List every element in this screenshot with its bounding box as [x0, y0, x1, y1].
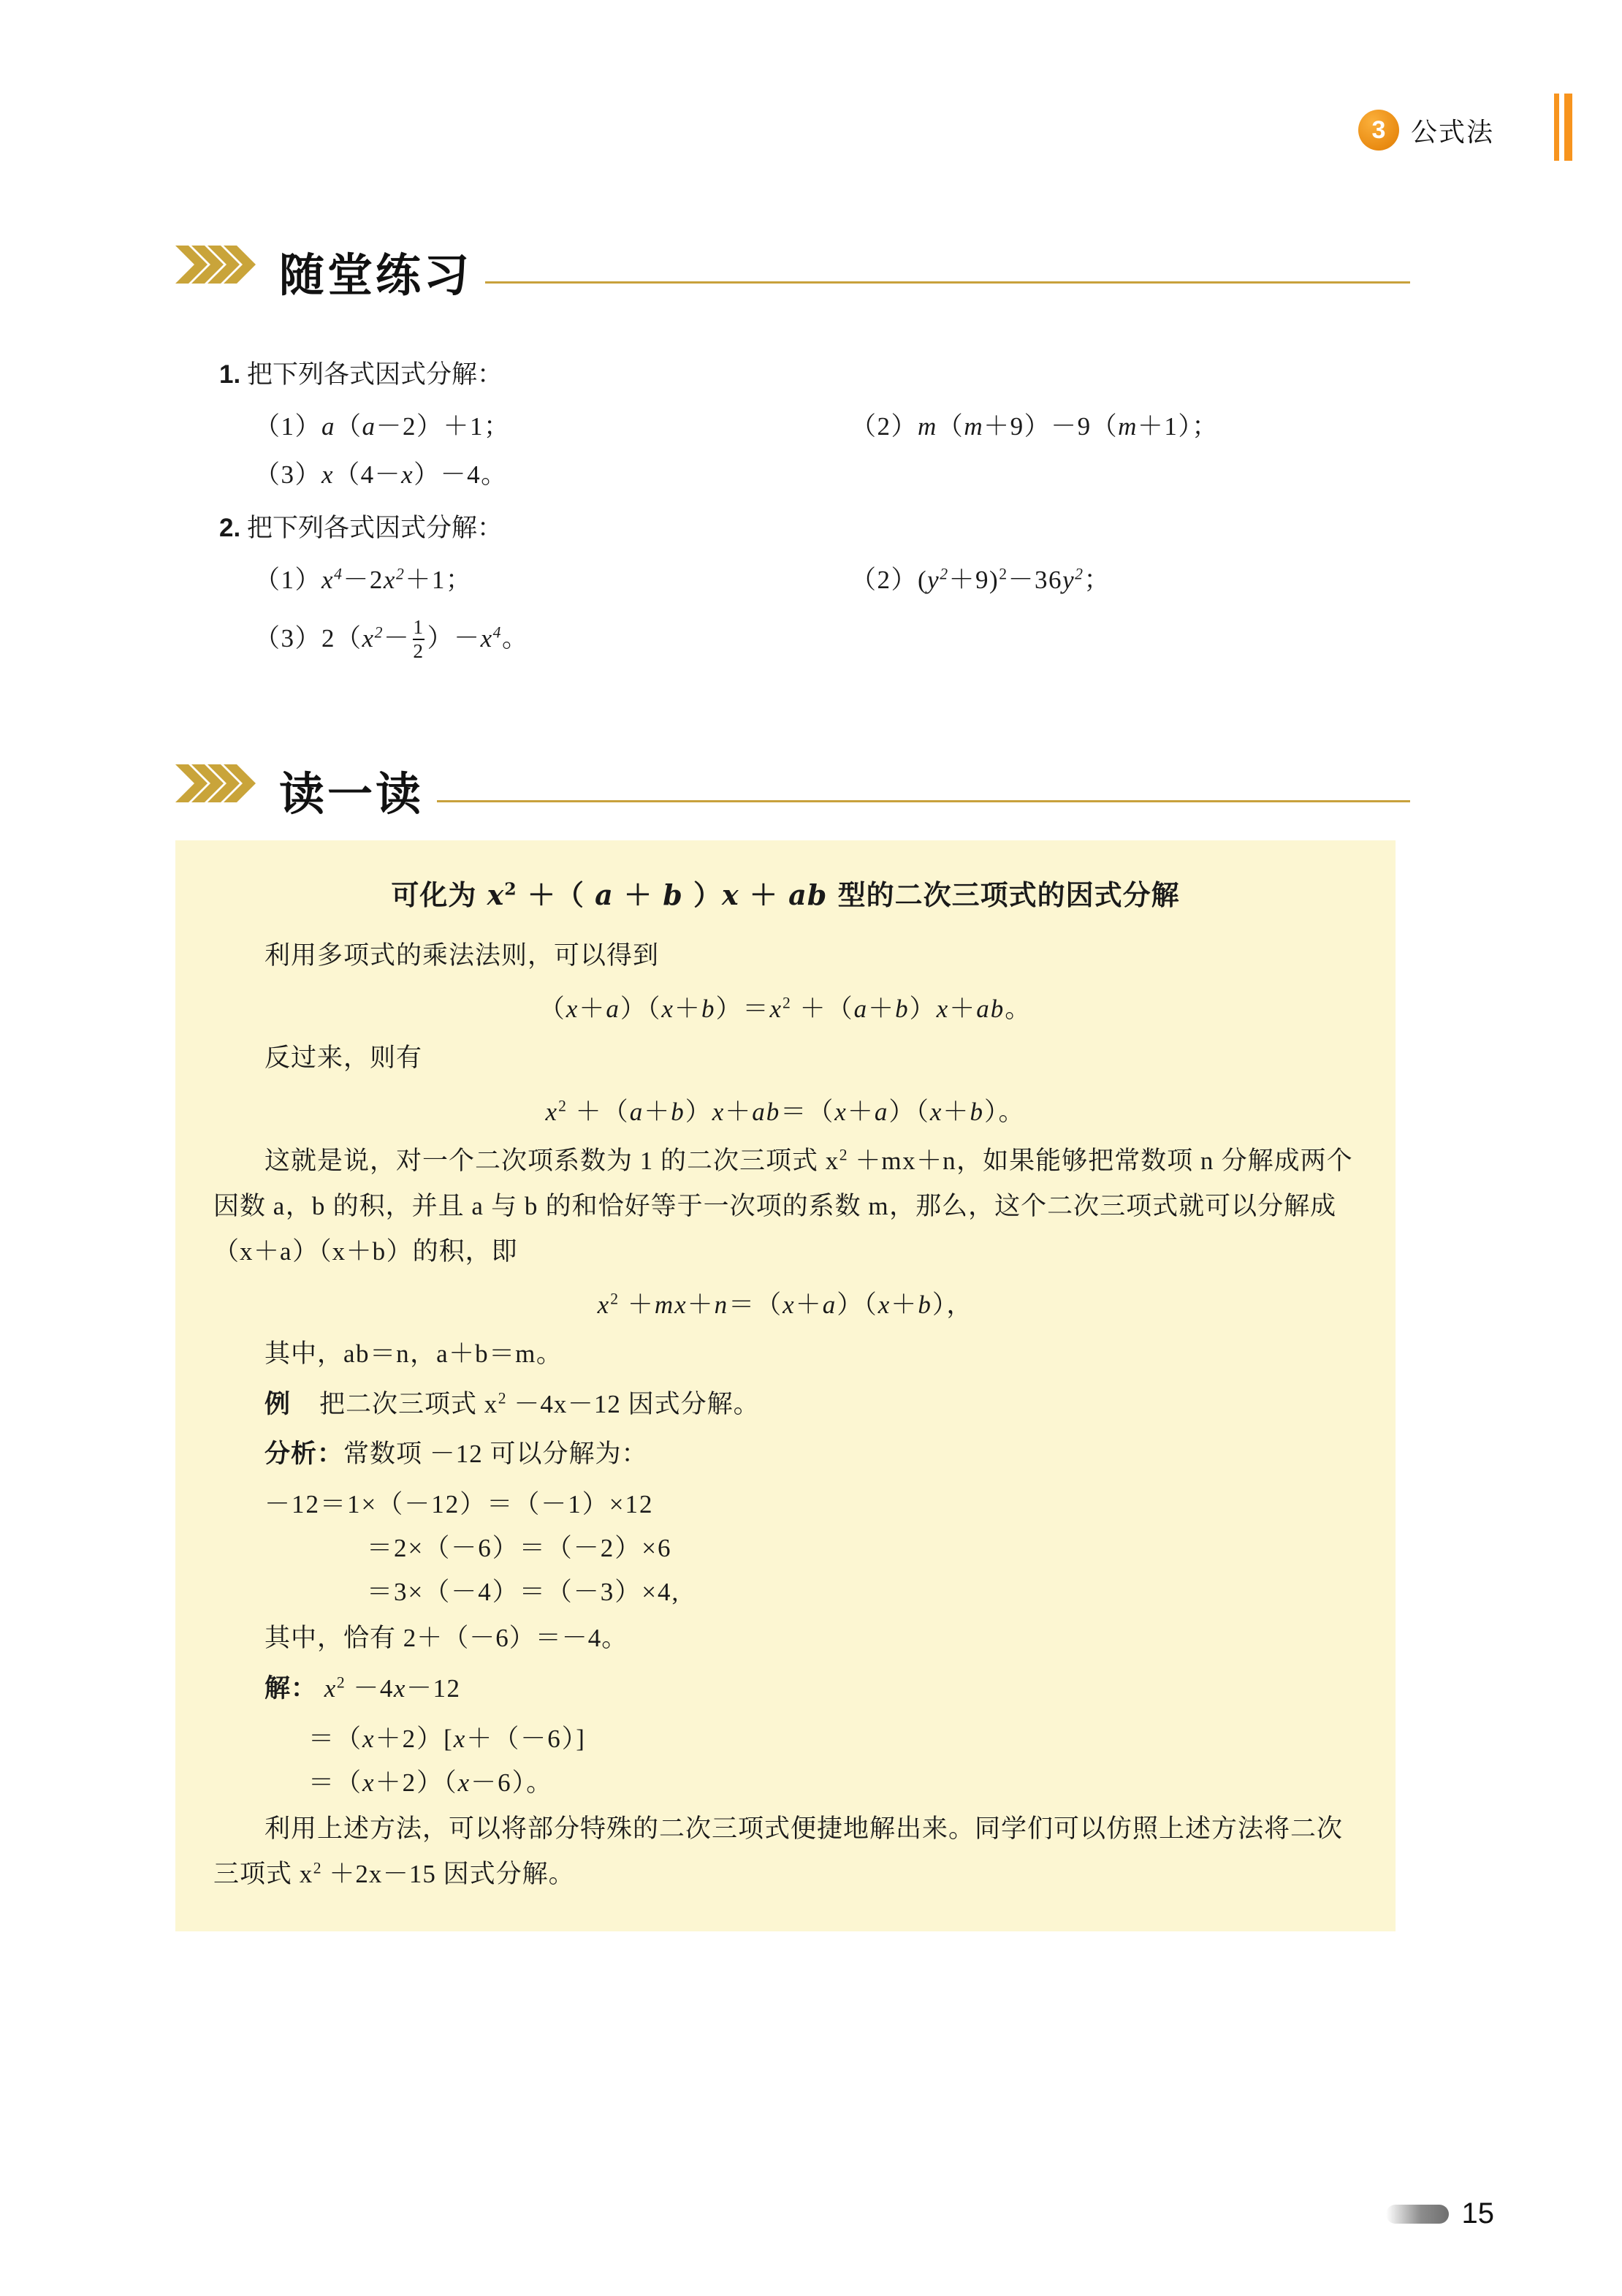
problem-1-3: （3）x（4－x）－4。	[254, 460, 508, 489]
reading-paragraph-5: 利用上述方法，可以将部分特殊的二次三项式便捷地解出来。同学们可以仿照上述方法将二次三项式 $x^2 +2x-15$ 因式分解。	[213, 1814, 1344, 1889]
reading-paragraph-3: 这就是说，对一个二次项系数为 1 的二次三项式 $x^2 +mx+n$，如果能够把常数项 n 分解成两个因数 a，b 的积，并且 a 与 b 的和恰好等于一次项的系数 m，那么，这个二次三项式就可以分解成（x＋a）（x＋b）的积，即	[213, 1145, 1353, 1266]
analysis-label: 分析：	[264, 1439, 344, 1470]
problem-2-2: $(2)(y^2+9)^2-36y^2$；	[850, 564, 1111, 594]
page-footer	[1386, 2197, 1495, 2230]
solution-line-1: 解： $x^2 -4x-12$	[264, 1673, 461, 1703]
section-title-practice: 随堂练习	[279, 248, 473, 302]
section-reading-heading	[0, 760, 1622, 821]
solution-label: 解：	[264, 1673, 318, 1703]
analysis-text: 常数项 －12 可以分解为：	[343, 1440, 648, 1469]
practice-item-1-text: 把下列各式因式分解：	[246, 360, 503, 389]
footer-ornament-icon	[1386, 2205, 1449, 2224]
reading-paragraph-4: 其中，ab＝n，a＋b＝m。	[264, 1339, 563, 1369]
solution-line-3: ＝（x＋2）（x－6）。	[308, 1768, 554, 1797]
solution-line-2: ＝（x＋2）[x＋（－6）]	[308, 1724, 586, 1753]
analysis-line-3: ＝3×（－4）＝（－3）×4,	[367, 1578, 680, 1607]
reading-analysis	[213, 1432, 1358, 1477]
practice-item-2-title	[219, 504, 1447, 553]
chevron-ornament-icon	[175, 760, 263, 807]
problem-2-1: $(1)x^4-2x^2+1$；	[254, 564, 473, 594]
chevron-ornament-icon	[175, 241, 263, 288]
page-header	[1358, 110, 1494, 151]
analysis-conclusion: 其中，恰有 2＋（－6）＝－4。	[264, 1624, 628, 1653]
practice-item-2-text: 把下列各式因式分解：	[246, 514, 503, 542]
example-label: 例	[264, 1388, 292, 1419]
problem-1-1: （1）a（a－2）＋1；	[254, 411, 511, 441]
practice-item-1	[219, 351, 1447, 500]
reading-paragraph-2: 反过来，则有	[264, 1044, 423, 1073]
section-practice-heading	[0, 241, 1622, 302]
header-accent-bars-icon	[1554, 94, 1572, 161]
problem-2-3: $(3)2(x^2-$ $\frac{1}{2}$ ）$-x^4$。	[254, 616, 529, 662]
practice-item-2	[219, 504, 1447, 664]
practice-row	[219, 615, 1447, 664]
page-number: 15	[1461, 2197, 1494, 2230]
chapter-number-badge: 3	[1358, 110, 1399, 151]
section-title-reading: 读一读	[279, 767, 424, 821]
practice-item-1-number: 1.	[219, 360, 241, 389]
reading-title: 可化为 $x^2$ ＋（ a ＋ b ）x ＋ ab 型的二次三项式的因式分解	[391, 878, 1180, 911]
analysis-line-2: ＝2×（－6）＝（－2）×6	[367, 1534, 672, 1563]
reading-equation-3: $x^2 +mx+n=(x+a)(x+b)$，	[597, 1290, 974, 1320]
chapter-title: 公式法	[1410, 116, 1494, 147]
reading-box	[175, 840, 1396, 1931]
practice-row	[219, 403, 1447, 452]
practice-item-1-title	[219, 351, 1447, 400]
problem-1-2: （2）m（m＋9）－9（m＋1）；	[850, 411, 1219, 441]
section-rule	[437, 800, 1410, 802]
reading-paragraph-1: 利用多项式的乘法法则，可以得到	[264, 941, 660, 970]
reading-equation-2: $x^2 +(a+b)x+ab=(x+a)(x+b)$。	[545, 1096, 1026, 1126]
reading-equation-1: $(x+a)(x+b)=x^2 +(a+b)x+ab$。	[538, 994, 1032, 1024]
reading-example: 例 把二次三项式 $x^2 -4x-12$ 因式分解。	[264, 1388, 760, 1419]
practice-row	[219, 451, 1447, 500]
practice-row	[219, 556, 1447, 605]
section-rule	[485, 281, 1410, 284]
analysis-line-1: －12＝1×（－12）＝（－1）×12	[264, 1490, 654, 1519]
practice-item-2-number: 2.	[219, 514, 241, 542]
